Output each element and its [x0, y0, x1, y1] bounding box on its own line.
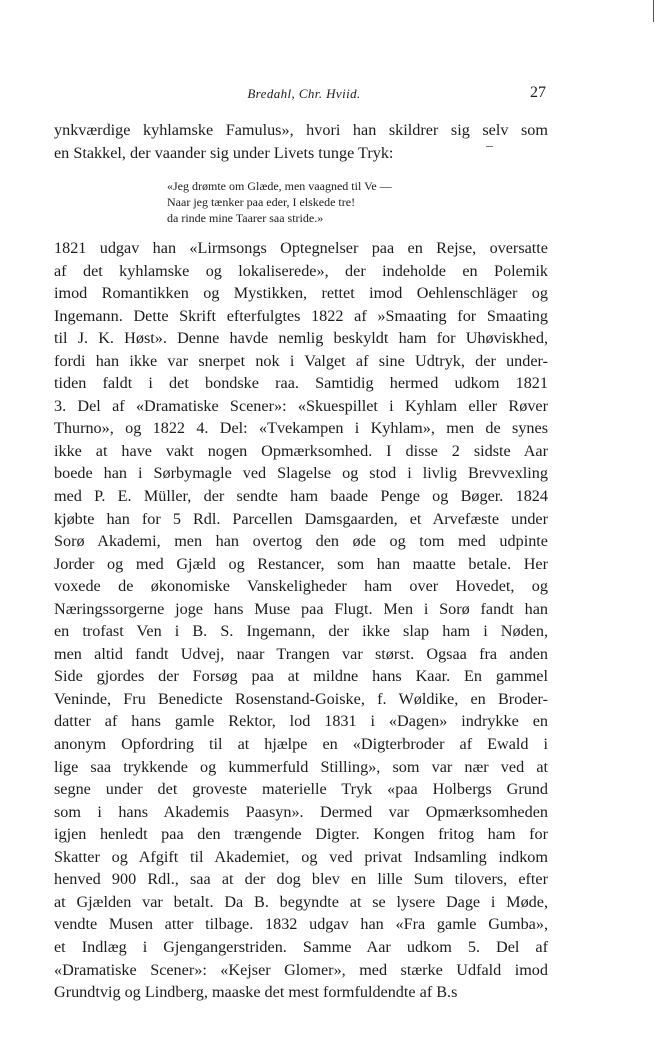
text-line: Sorø Akademi, men han overtog den øde og tom med udpinte: [54, 532, 548, 551]
text-line: tiden faldt i det bondske raa. Samtidig hermed udkom 1821: [54, 374, 548, 393]
text-line: Næringssorgerne joge hans Muse paa Flugt. Men i Sorø fandt han: [54, 599, 548, 618]
text-line: anonym Opfordring til at hjælpe en «Digterbroder af Ewald i: [54, 735, 548, 754]
page-edge-line: [653, 0, 654, 22]
text-line: segne under det groveste materielle Tryk «paa Holbergs Grund: [54, 780, 548, 799]
text-line: Veninde, Fru Benedicte Rosenstand-Goiske, f. Wøldike, en Broder-: [54, 689, 548, 708]
text-line: datter af hans gamle Rektor, lod 1831 i «Dagen» indrykke en: [54, 712, 548, 731]
main-paragraph: [54, 237, 548, 1004]
text-line: en Stakkel, der vaander sig under Livets tunge Tryk:: [54, 143, 394, 162]
verse-line: «Jeg drømte om Glæde, men vaagned til Ve —: [167, 179, 392, 193]
intro-paragraph: [54, 119, 548, 164]
text-line: fordi han ikke var snerpet nok i Valget af sine Udtryk, der under-: [54, 351, 548, 370]
text-line: voxede de økonomiske Vanskeligheder ham over Hovedet, og: [54, 577, 548, 596]
text-line: vendte Musen atter tilbage. 1832 udgav han «Fra gamle Gumba»,: [54, 915, 548, 934]
text-line: som i hans Akademis Paasyn». Dermed var Opmærksomheden: [54, 802, 548, 821]
text-line: af det kyhlamske og lokaliserede», der indeholde en Polemik: [54, 261, 548, 280]
text-line: Thurno», og 1822 4. Del: «Tvekampen i Kyhlam», men de synes: [54, 419, 548, 438]
text-line: ynkværdige kyhlamske Famulus», hvori han skildrer sig selv som: [54, 121, 548, 139]
running-title: Bredahl, Chr. Hviid.: [247, 86, 361, 101]
text-line: lige saa trykkende og kummerfuld Stilling», som var nær ved at: [54, 757, 548, 776]
text-line: Skatter og Afgift til Akademiet, og ved privat Indsamling indkom: [54, 847, 548, 866]
text-line: Side gjordes der Forsøg paa at mildne hans Kaar. En gammel: [54, 667, 548, 686]
running-header: [54, 84, 554, 108]
text-line: «Dramatiske Scener»: «Kejser Glomer», med stærke Udfald imod: [54, 960, 548, 979]
text-line: Jorder og med Gjæld og Restancer, som han maatte betale. Her: [54, 554, 548, 573]
text-line: 1821 udgav han «Lirmsongs Optegnelser paa en Rejse, oversatte: [54, 239, 548, 257]
text-line: imod Romantikken og Mystikken, rettet imod Oehlenschläger og: [54, 284, 548, 303]
verse-line: Naar jeg tænker paa eder, I elskede tre!: [167, 194, 356, 209]
text-line: 3. Del af «Dramatiske Scener»: «Skuespillet i Kyhlam eller Røver: [54, 396, 548, 415]
verse-quote: [167, 179, 467, 226]
text-line: kjøbte han for 5 Rdl. Parcellen Damsgaarden, et Arvefæste under: [54, 509, 548, 528]
text-line: ikke at have vakt nogen Opmærksomhed. I disse 2 sidste Aar: [54, 441, 548, 460]
verse-line: da rinde mine Taarer saa stride.»: [167, 210, 324, 225]
text-line: Grundtvig og Lindberg, maaske det mest formfuldendte af B.s: [54, 983, 458, 1002]
text-line: Ingemann. Dette Skrift efterfulgtes 1822 af »Smaating for Smaating: [54, 306, 548, 325]
stray-mark: [486, 146, 493, 147]
text-line: at Gjælden var betalt. Da B. begyndte at se lysere Dage i Møde,: [54, 892, 548, 911]
text-line: henved 900 Rdl., saa at der dog blev en lille Sum tilovers, efter: [54, 870, 548, 889]
text-line: til J. K. Høst». Denne havde nemlig beskyldt ham for Uhøviskhed,: [54, 329, 548, 348]
text-line: med P. E. Müller, der sendte ham baade Penge og Bøger. 1824: [54, 487, 548, 506]
text-line: en trofast Ven i B. S. Ingemann, der ikke slap ham i Nøden,: [54, 622, 548, 641]
page-number: 27: [530, 84, 546, 101]
text-line: igjen henledt paa den trængende Digter. Kongen fritog ham for: [54, 825, 548, 844]
text-line: boede han i Sørbymagle ved Slagelse og stod i livlig Brevvexling: [54, 464, 548, 483]
text-line: men altid fandt Udvej, naar Trangen var størst. Ogsaa fra anden: [54, 644, 548, 663]
text-line: et Indlæg i Gjengangerstriden. Samme Aar udkom 5. Del af: [54, 937, 548, 956]
